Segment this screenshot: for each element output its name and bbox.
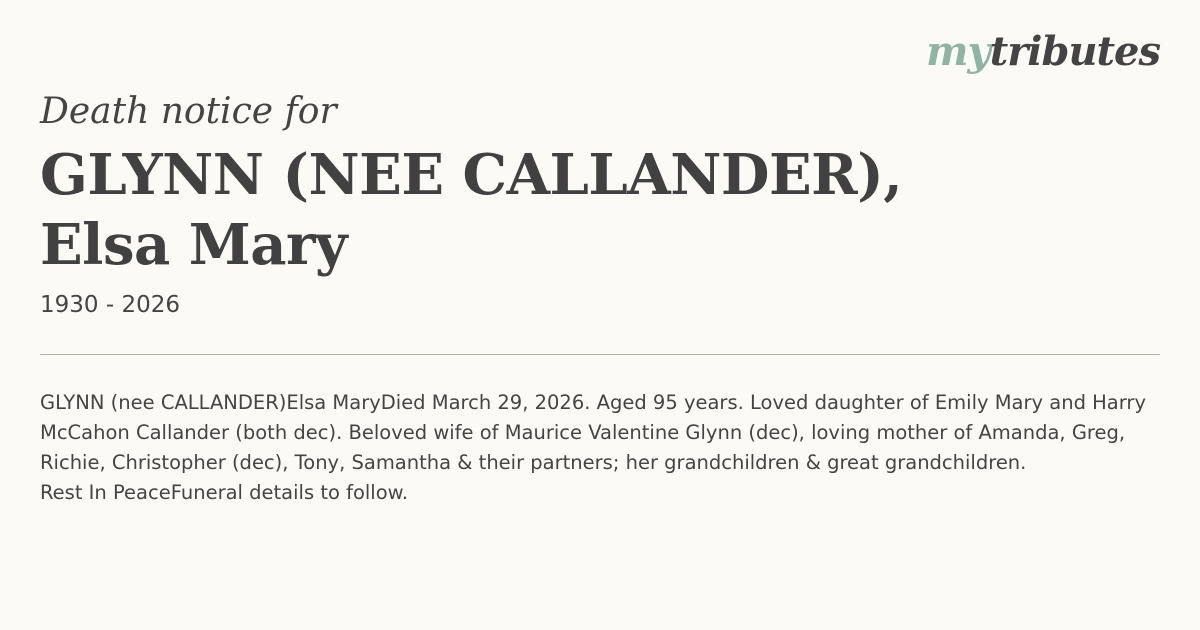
mytributes-logo[interactable]	[926, 28, 1160, 75]
life-dates: 1930 - 2026	[40, 292, 180, 318]
notice-body-line: Richie, Christopher (dec), Tony, Samantha & their partners; her grandchildren & great grandchildren.	[40, 451, 1027, 474]
logo-my: my	[926, 28, 990, 75]
divider	[40, 354, 1160, 355]
deceased-given-names: Elsa Mary	[40, 212, 348, 278]
deceased-name	[40, 140, 940, 280]
notice-body-line: GLYNN (nee CALLANDER)Elsa MaryDied March 29, 2026. Aged 95 years. Loved daughter of Emily Mary and Harry	[40, 391, 1146, 414]
notice-body	[40, 388, 1165, 508]
deceased-surname: GLYNN (NEE CALLANDER),	[40, 142, 903, 208]
logo-tributes: tributes	[989, 28, 1160, 75]
notice-body-line: Rest In PeaceFuneral details to follow.	[40, 481, 409, 504]
notice-body-line: McCahon Callander (both dec). Beloved wife of Maurice Valentine Glynn (dec), loving mother of Amanda, Greg,	[40, 421, 1126, 444]
notice-prefix: Death notice for	[40, 91, 337, 132]
